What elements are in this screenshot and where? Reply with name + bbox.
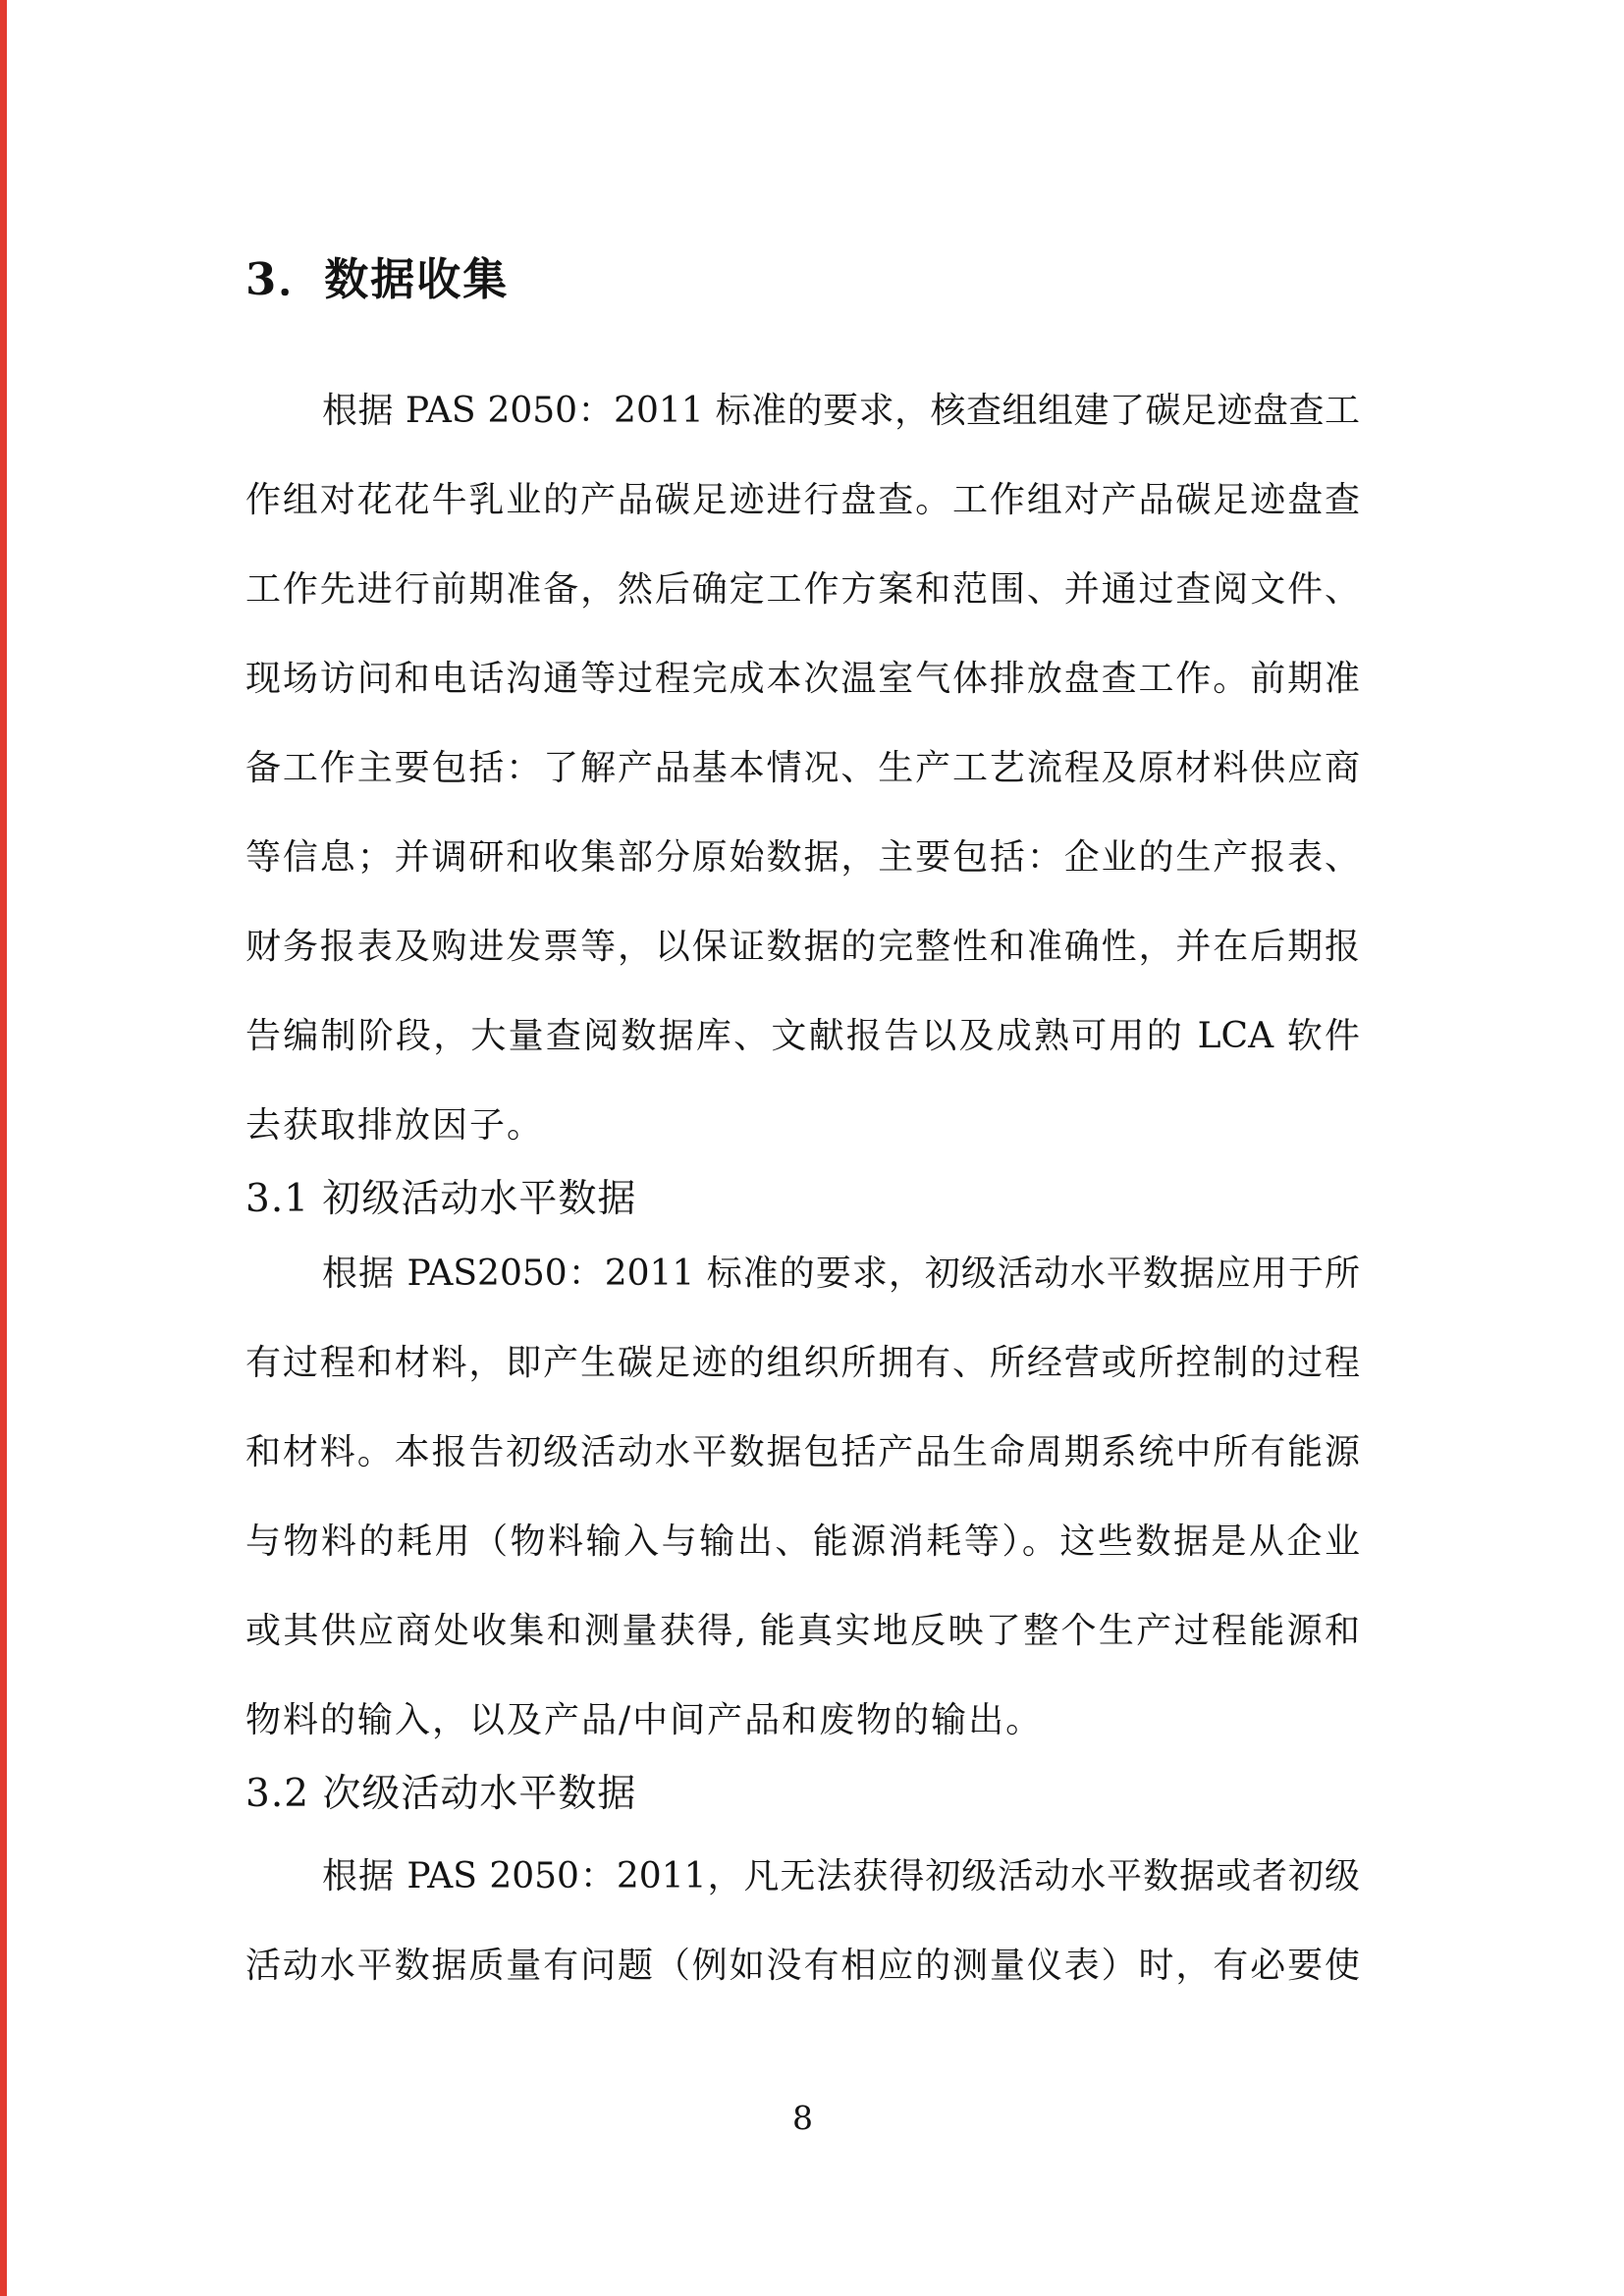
text-line: 去获取排放因子。 [245, 1105, 545, 1146]
subsection-heading: 3.1 初级活动水平数据 [245, 1177, 637, 1221]
left-edge-scan-artifact [0, 0, 7, 2296]
text-line: 活动水平数据质量有问题（例如没有相应的测量仪表）时，有必要使 [245, 1946, 1360, 1986]
paragraph [245, 1832, 1360, 2010]
chapter-heading: 3．数据收集 [245, 253, 510, 305]
text-line: 告编制阶段，大量查阅数据库、文献报告以及成熟可用的 LCA 软件 [245, 1016, 1360, 1056]
text-line: 工作先进行前期准备，然后确定工作方案和范围、并通过查阅文件、 [245, 569, 1360, 610]
text-line: 根据 PAS2050：2011 标准的要求，初级活动水平数据应用于所 [322, 1254, 1360, 1294]
text-line: 根据 PAS 2050：2011 标准的要求，核查组组建了碳足迹盘查工 [322, 391, 1360, 431]
text-line: 根据 PAS 2050：2011，凡无法获得初级活动水平数据或者初级 [322, 1856, 1360, 1896]
document-body [245, 366, 1360, 2010]
text-line: 和材料。本报告初级活动水平数据包括产品生命周期系统中所有能源 [245, 1432, 1360, 1472]
paragraph [245, 366, 1360, 1170]
text-line: 现场访问和电话沟通等过程完成本次温室气体排放盘查工作。前期准 [245, 659, 1360, 699]
text-line: 备工作主要包括：了解产品基本情况、生产工艺流程及原材料供应商 [245, 748, 1360, 788]
text-line: 作组对花花牛乳业的产品碳足迹进行盘查。工作组对产品碳足迹盘查 [245, 480, 1360, 520]
text-line: 财务报表及购进发票等，以保证数据的完整性和准确性，并在后期报 [245, 927, 1360, 967]
text-line: 有过程和材料，即产生碳足迹的组织所拥有、所经营或所控制的过程 [245, 1343, 1360, 1383]
document-content [245, 0, 1360, 2140]
paragraph [245, 1229, 1360, 1765]
text-line: 等信息；并调研和收集部分原始数据，主要包括：企业的生产报表、 [245, 837, 1360, 878]
page-number: 8 [792, 2099, 813, 2137]
text-line: 物料的输入，以及产品/中间产品和废物的输出。 [245, 1700, 1044, 1740]
text-line: 或其供应商处收集和测量获得, 能真实地反映了整个生产过程能源和 [245, 1611, 1360, 1651]
subsection-heading: 3.2 次级活动水平数据 [245, 1772, 637, 1816]
text-line: 与物料的耗用（物料输入与输出、能源消耗等）。这些数据是从企业 [245, 1522, 1360, 1562]
